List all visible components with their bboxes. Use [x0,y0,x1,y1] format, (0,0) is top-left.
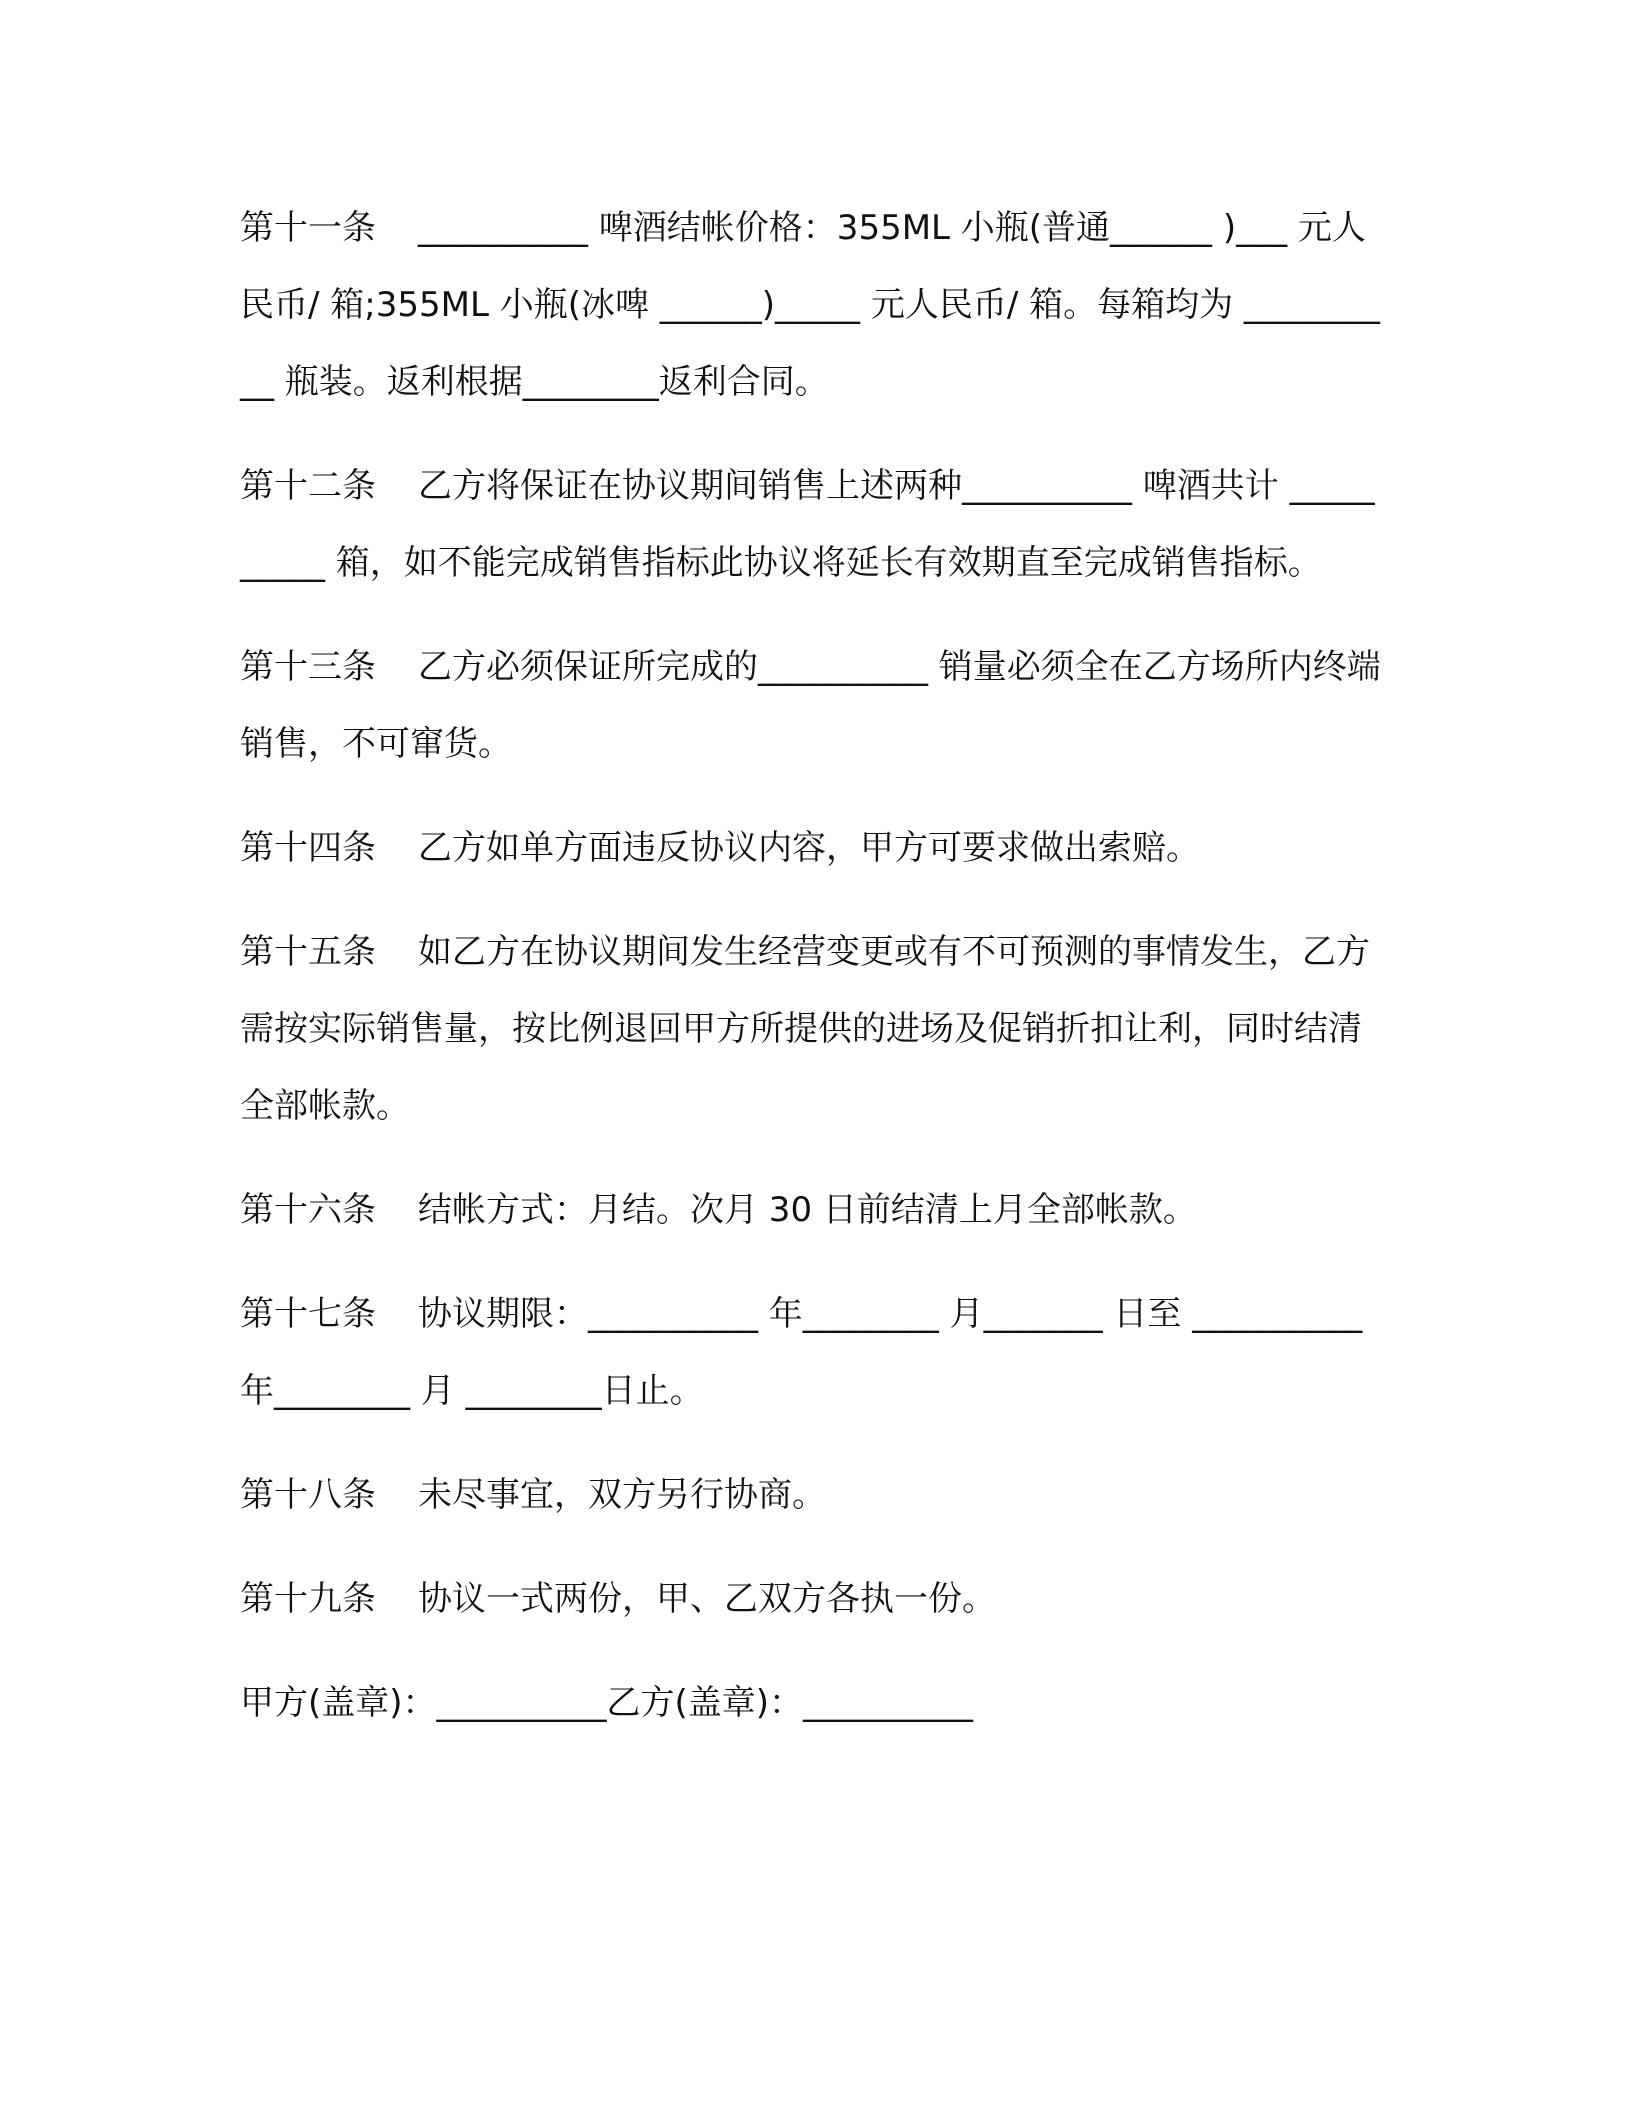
article-text: 乙方如单方面违反协议内容，甲方可要求做出索赔。 [418,828,1200,868]
article-text: 乙方将保证在协议期间销售上述两种__________ 啤酒共计 __________ 箱，如不能完成销售指标此协议将延长有效期直至完成销售指标。 [240,466,1375,583]
article-text: 未尽事宜，双方另行协商。 [418,1475,826,1515]
article-19 [240,1561,1390,1638]
article-15 [240,914,1390,1145]
article-text: 协议期限：__________ 年________ 月_______ 日至 __________ 年________ 月 ________日止。 [240,1294,1363,1411]
document-page [240,190,1390,1742]
article-number: 第十八条 [240,1475,376,1515]
article-number: 第十三条 [240,647,376,687]
article-13 [240,629,1390,783]
article-number: 第十二条 [240,466,376,506]
article-11 [240,190,1390,421]
article-text: 乙方必须保证所完成的__________ 销量必须全在乙方场所内终端销售，不可窜货。 [240,647,1381,764]
article-number: 第十四条 [240,828,376,868]
article-12 [240,448,1390,602]
article-14 [240,810,1390,887]
article-16 [240,1172,1390,1249]
party-b-seal: 乙方(盖章)：__________ [606,1683,974,1723]
article-number: 第十七条 [240,1294,376,1334]
article-number: 第十五条 [240,932,376,972]
article-number: 第十一条 [240,208,376,248]
article-18 [240,1457,1390,1534]
article-text: 结帐方式：月结。次月 30 日前结清上月全部帐款。 [418,1190,1197,1230]
article-text: 如乙方在协议期间发生经营变更或有不可预测的事情发生，乙方需按实际销售量，按比例退回甲方所提供的进场及促销折扣让利，同时结清全部帐款。 [240,932,1370,1126]
party-a-seal: 甲方(盖章)：__________ [240,1683,607,1723]
article-number: 第十六条 [240,1190,376,1230]
article-text: __________ 啤酒结帐价格：355ML 小瓶(普通______ )___ 元人民币/ 箱;355ML 小瓶(冰啤 ______)_____ 元人民币/ 箱。每箱均为 __________ 瓶装。返利根据________返利合同。 [240,208,1380,402]
article-17 [240,1276,1390,1430]
article-text: 协议一式两份，甲、乙双方各执一份。 [418,1579,996,1619]
signature-line [240,1665,1390,1742]
article-number: 第十九条 [240,1579,376,1619]
